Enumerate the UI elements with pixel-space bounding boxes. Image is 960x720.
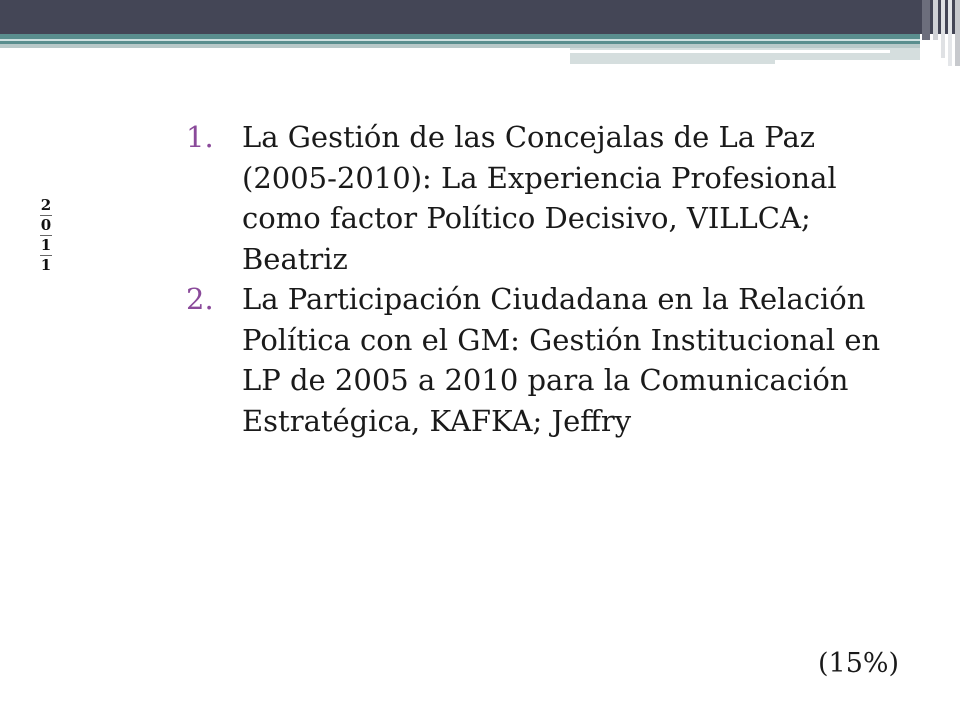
edge-bar — [922, 0, 930, 40]
list-text: La Participación Ciudadana en la Relación Política con el GM: Gestión Institucional en LP de 2005 a 2010 para la Comunicación Estratégica, KAFKA; Jeffry — [242, 282, 881, 438]
header-accent-line-2 — [775, 60, 920, 64]
list-number: 1. — [186, 120, 214, 154]
vertical-year — [34, 196, 58, 275]
year-digit: 1 — [40, 256, 52, 274]
list-item — [178, 117, 898, 279]
list-item — [178, 279, 898, 441]
header-light-line — [0, 39, 920, 41]
list-number: 2. — [186, 282, 214, 316]
edge-bar — [941, 0, 945, 58]
thesis-list — [178, 117, 898, 441]
percentage-label: (15%) — [818, 648, 900, 679]
year-digit: 2 — [40, 196, 52, 214]
header-band — [0, 0, 960, 34]
edge-bar — [955, 0, 960, 66]
year-digit: 1 — [40, 236, 52, 254]
edge-bar — [933, 0, 938, 40]
edge-bar — [948, 0, 952, 66]
list-text: La Gestión de las Concejalas de La Paz (2005-2010): La Experiencia Profesional como factor Político Decisivo, VILLCA; Beatriz — [242, 120, 837, 276]
header-accent-line — [570, 50, 890, 53]
year-digit: 0 — [40, 216, 52, 234]
